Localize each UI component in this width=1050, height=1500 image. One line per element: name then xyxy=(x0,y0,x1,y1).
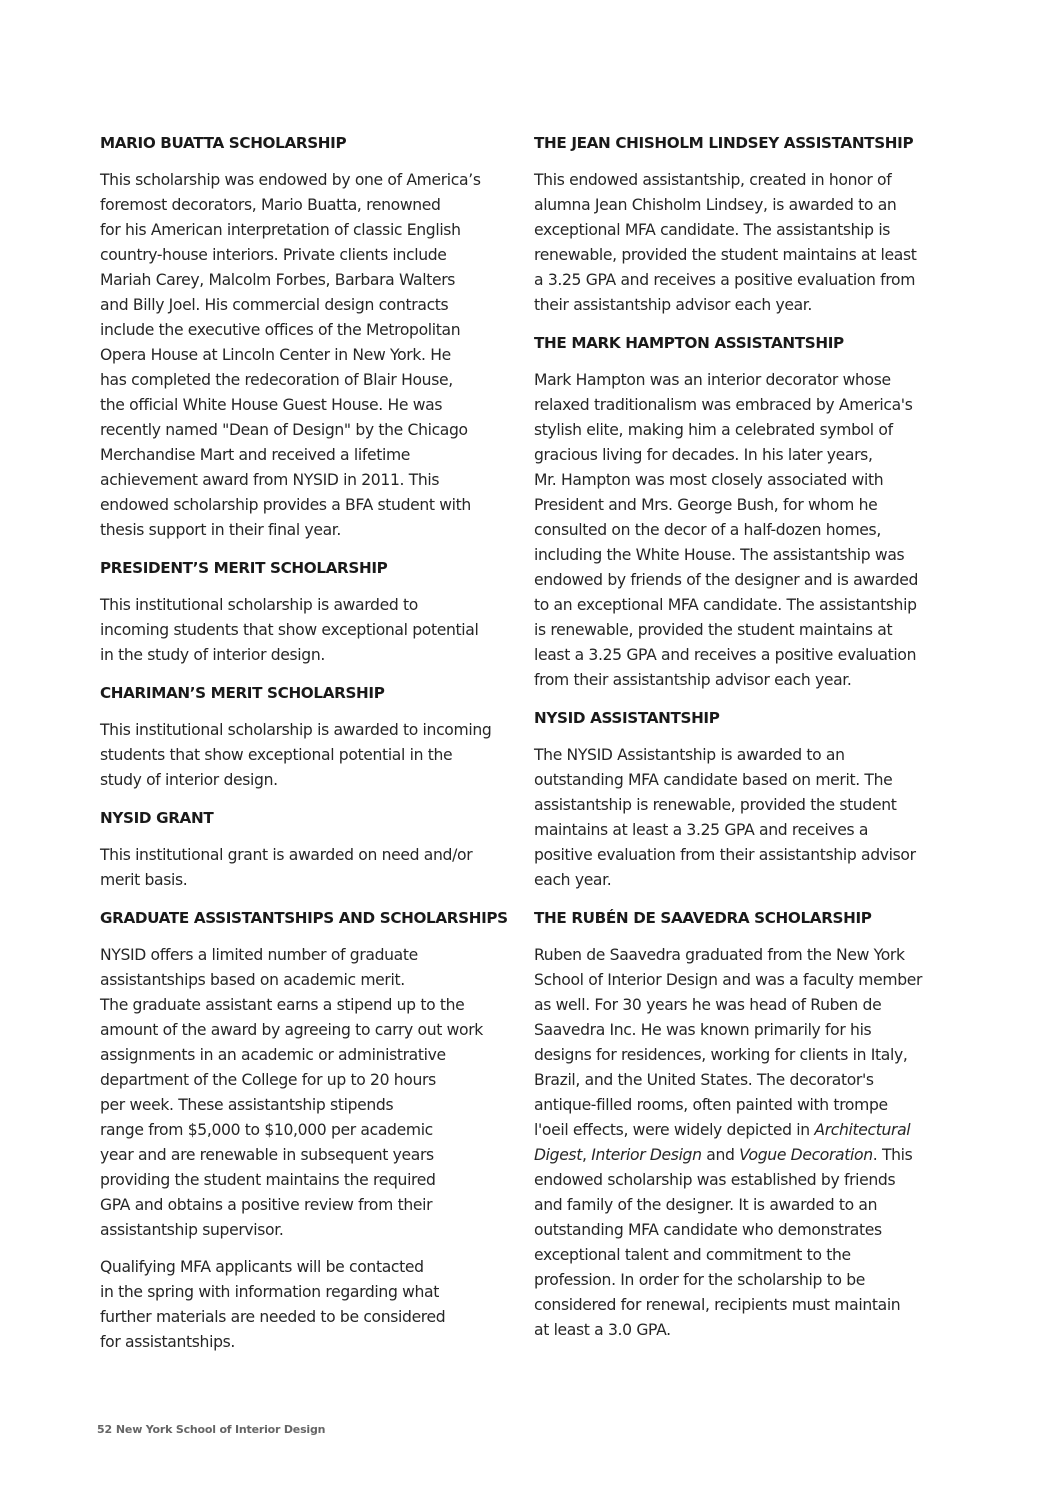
text-line: School of Interior Design and was a faculty member xyxy=(534,971,923,989)
section-body xyxy=(534,368,950,693)
section-graduate-assistantships xyxy=(100,906,512,1355)
section-heading: CHARIMAN’S MERIT SCHOLARSHIP xyxy=(100,684,385,702)
text-line: as well. For 30 years he was head of Ruben de xyxy=(534,996,882,1014)
text-line: at least a 3.0 GPA. xyxy=(534,1321,671,1339)
text-line: a 3.25 GPA and receives a positive evaluation from xyxy=(534,271,916,289)
text-line: renewable, provided the student maintains at least xyxy=(534,246,917,264)
text-line: providing the student maintains the required xyxy=(100,1171,436,1189)
text-line: in the study of interior design. xyxy=(100,646,325,664)
text-line: assistantship is renewable, provided the student xyxy=(534,796,897,814)
section-heading: THE RUBÉN DE SAAVEDRA SCHOLARSHIP xyxy=(534,909,872,927)
text-line: President and Mrs. George Bush, for whom he xyxy=(534,496,878,514)
text-line: recently named "Dean of Design" by the Chicago xyxy=(100,421,468,439)
text-line: endowed by friends of the designer and is awarded xyxy=(534,571,919,589)
section-heading: THE MARK HAMPTON ASSISTANTSHIP xyxy=(534,334,844,352)
text-line: assistantship supervisor. xyxy=(100,1221,284,1239)
right-column xyxy=(534,131,950,1356)
section-heading: PRESIDENT’S MERIT SCHOLARSHIP xyxy=(100,559,388,577)
text-line: incoming students that show exceptional potential xyxy=(100,621,479,639)
text-line: the official White House Guest House. He was xyxy=(100,396,443,414)
text-line: to an exceptional MFA candidate. The assistantship xyxy=(534,596,917,614)
text-line: assistantships based on academic merit. xyxy=(100,971,405,989)
text-line: assignments in an academic or administrative xyxy=(100,1046,446,1064)
text-line: GPA and obtains a positive review from their xyxy=(100,1196,433,1214)
text-line: antique-filled rooms, often painted with trompe xyxy=(534,1096,888,1114)
text-line: This institutional scholarship is awarded to xyxy=(100,596,418,614)
text-line: exceptional MFA candidate. The assistantship is xyxy=(534,221,891,239)
text-line: positive evaluation from their assistantship advisor xyxy=(534,846,916,864)
section-heading: THE JEAN CHISHOLM LINDSEY ASSISTANTSHIP xyxy=(534,134,914,152)
text-line: include the executive offices of the Metropolitan xyxy=(100,321,461,339)
text-line: endowed scholarship was established by friends xyxy=(534,1171,896,1189)
text-line: Saavedra Inc. He was known primarily for his xyxy=(534,1021,872,1039)
publication-title: Architectural xyxy=(814,1121,911,1139)
text-line: Merchandise Mart and received a lifetime xyxy=(100,446,411,464)
text-line: achievement award from NYSID in 2011. This xyxy=(100,471,440,489)
text-run: and xyxy=(701,1146,740,1164)
section-heading: MARIO BUATTA SCHOLARSHIP xyxy=(100,134,347,152)
text-line: their assistantship advisor each year. xyxy=(534,296,813,314)
text-line: Opera House at Lincoln Center in New York. He xyxy=(100,346,451,364)
text-line: in the spring with information regarding what xyxy=(100,1283,440,1301)
text-line: thesis support in their final year. xyxy=(100,521,342,539)
section-presidents-merit xyxy=(100,556,512,668)
text-line: and Billy Joel. His commercial design contracts xyxy=(100,296,449,314)
text-line: range from $5,000 to $10,000 per academic xyxy=(100,1121,433,1139)
text-line: from their assistantship advisor each year. xyxy=(534,671,852,689)
text-line: NYSID offers a limited number of graduate xyxy=(100,946,418,964)
text-line xyxy=(534,1143,950,1168)
text-line: Mr. Hampton was most closely associated with xyxy=(534,471,884,489)
text-line: students that show exceptional potential in the xyxy=(100,746,453,764)
left-column xyxy=(100,131,512,1368)
text-line: This endowed assistantship, created in honor of xyxy=(534,171,892,189)
text-line: stylish elite, making him a celebrated symbol of xyxy=(534,421,893,439)
section-body xyxy=(100,168,512,543)
page-footer xyxy=(97,1423,325,1436)
section-heading: GRADUATE ASSISTANTSHIPS AND SCHOLARSHIPS xyxy=(100,909,508,927)
text-line: This scholarship was endowed by one of America’s xyxy=(100,171,481,189)
text-line: relaxed traditionalism was embraced by America's xyxy=(534,396,913,414)
page-number: 52 xyxy=(97,1423,112,1436)
text-line: Mariah Carey, Malcolm Forbes, Barbara Walters xyxy=(100,271,456,289)
text-line: maintains at least a 3.25 GPA and receives a xyxy=(534,821,869,839)
section-body-continued xyxy=(100,1255,512,1355)
section-nysid-grant xyxy=(100,806,512,893)
section-body xyxy=(100,718,512,793)
section-nysid-assistantship xyxy=(534,706,950,893)
text-line: This institutional scholarship is awarded to incoming xyxy=(100,721,492,739)
text-line: has completed the redecoration of Blair House, xyxy=(100,371,453,389)
publication-title: Digest xyxy=(534,1146,582,1164)
section-body xyxy=(534,943,950,1343)
text-line: department of the College for up to 20 hours xyxy=(100,1071,436,1089)
text-line: least a 3.25 GPA and receives a positive evaluation xyxy=(534,646,917,664)
text-line: Ruben de Saavedra graduated from the New York xyxy=(534,946,905,964)
text-line: exceptional talent and commitment to the xyxy=(534,1246,851,1264)
text-line: further materials are needed to be considered xyxy=(100,1308,446,1326)
text-line: for his American interpretation of classic English xyxy=(100,221,461,239)
section-body xyxy=(100,593,512,668)
text-line: Brazil, and the United States. The decorator's xyxy=(534,1071,874,1089)
text-line: This institutional grant is awarded on need and/or xyxy=(100,846,473,864)
text-run: . This xyxy=(872,1146,913,1164)
text-line: profession. In order for the scholarship to be xyxy=(534,1271,866,1289)
text-line xyxy=(534,1118,950,1143)
text-line: amount of the award by agreeing to carry out work xyxy=(100,1021,483,1039)
text-line: designs for residences, working for clients in Italy, xyxy=(534,1046,908,1064)
text-line: gracious living for decades. In his later years, xyxy=(534,446,873,464)
section-chairmans-merit xyxy=(100,681,512,793)
publication-title: Vogue Decoration xyxy=(739,1146,873,1164)
text-line: country-house interiors. Private clients include xyxy=(100,246,447,264)
text-line: Mark Hampton was an interior decorator whose xyxy=(534,371,891,389)
text-run: l'oeil effects, were widely depicted in xyxy=(534,1121,815,1139)
school-name: New York School of Interior Design xyxy=(115,1423,326,1436)
text-line: outstanding MFA candidate based on merit. The xyxy=(534,771,893,789)
text-line: each year. xyxy=(534,871,612,889)
text-line: including the White House. The assistantship was xyxy=(534,546,905,564)
text-line: foremost decorators, Mario Buatta, renowned xyxy=(100,196,441,214)
text-line: The graduate assistant earns a stipend up to the xyxy=(100,996,465,1014)
text-line: study of interior design. xyxy=(100,771,278,789)
section-heading: NYSID GRANT xyxy=(100,809,214,827)
text-line: and family of the designer. It is awarded to an xyxy=(534,1196,878,1214)
text-run: , xyxy=(581,1146,592,1164)
text-line: The NYSID Assistantship is awarded to an xyxy=(534,746,845,764)
section-body xyxy=(100,943,512,1243)
text-line: consulted on the decor of a half-dozen homes, xyxy=(534,521,881,539)
section-body xyxy=(534,168,950,318)
text-line: year and are renewable in subsequent years xyxy=(100,1146,434,1164)
section-heading: NYSID ASSISTANTSHIP xyxy=(534,709,720,727)
text-line: alumna Jean Chisholm Lindsey, is awarded to an xyxy=(534,196,897,214)
text-line: per week. These assistantship stipends xyxy=(100,1096,394,1114)
section-body xyxy=(100,843,512,893)
text-line: endowed scholarship provides a BFA student with xyxy=(100,496,471,514)
text-line: outstanding MFA candidate who demonstrates xyxy=(534,1221,882,1239)
text-line: for assistantships. xyxy=(100,1333,235,1351)
text-line: Qualifying MFA applicants will be contacted xyxy=(100,1258,424,1276)
publication-title: Interior Design xyxy=(591,1146,702,1164)
section-jean-chisholm-lindsey xyxy=(534,131,950,318)
text-line: merit basis. xyxy=(100,871,188,889)
section-mark-hampton xyxy=(534,331,950,693)
section-mario-buatta xyxy=(100,131,512,543)
text-line: considered for renewal, recipients must maintain xyxy=(534,1296,901,1314)
text-line: is renewable, provided the student maintains at xyxy=(534,621,893,639)
section-body xyxy=(534,743,950,893)
section-ruben-de-saavedra xyxy=(534,906,950,1343)
